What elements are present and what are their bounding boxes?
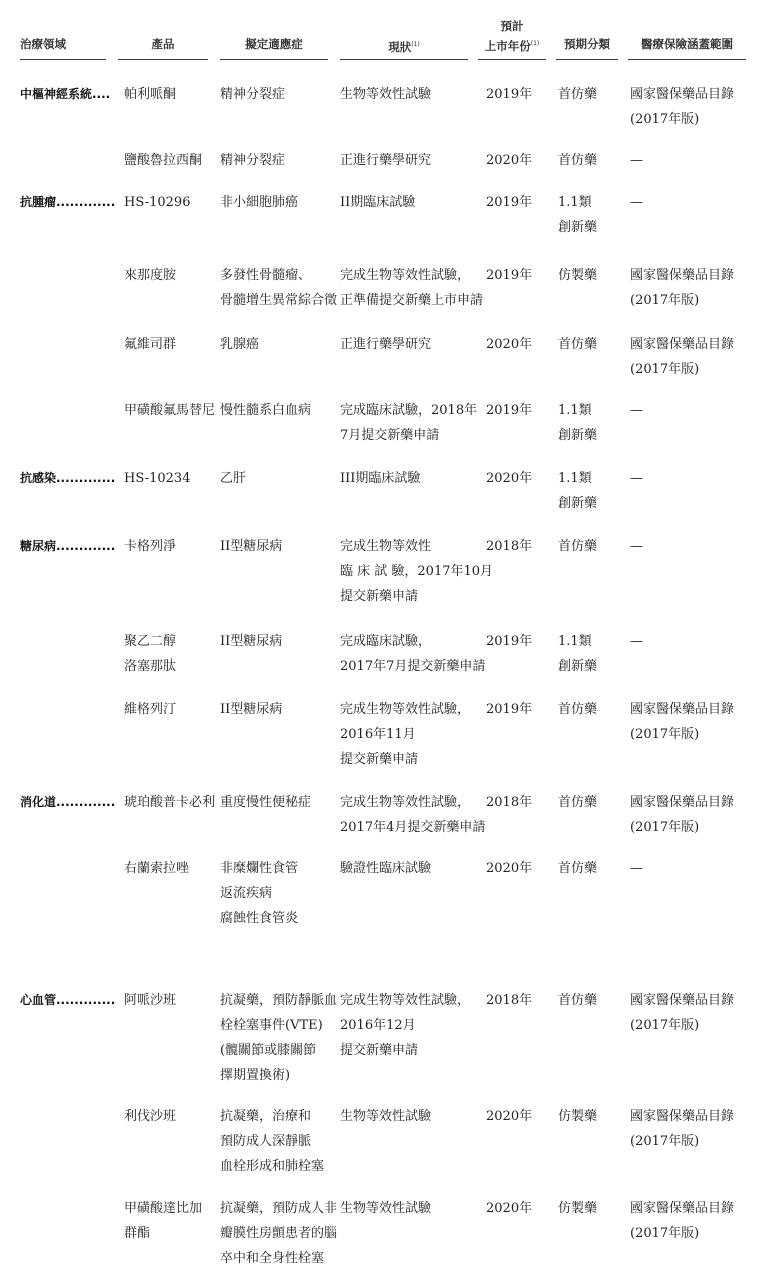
cell-year: 2019年 [486,195,533,210]
cell-insurance-line: 國家醫保藥品目錄 [630,993,735,1008]
cell-category-line: 首仿藥 [558,539,598,554]
cell-product-line: 來那度胺 [124,268,177,283]
cell-year: 2019年 [486,702,533,717]
cell-status [340,534,493,609]
cell-insurance-line: — [630,861,643,876]
cell-status-line: 生物等效性試驗 [340,1109,432,1124]
cell-status [340,697,470,772]
cell-status [340,190,415,215]
cell-insurance-line: (2017年版) [630,1134,700,1149]
cell-insurance-line: 國家醫保藥品目錄 [630,702,735,717]
cell-category [558,148,597,173]
cell-insurance [630,466,643,491]
cell-status [340,790,485,840]
cell-status-line: 2016年11月 [340,727,416,742]
cell-indication-line: 骨髓增生異常綜合徵 [220,293,338,308]
cell-status [340,1196,431,1221]
cell-insurance [630,263,734,313]
cell-insurance-line: 國家醫保藥品目錄 [630,87,735,102]
header-rule-category [556,59,618,60]
cell-product-line: 聚乙二醇 [124,634,177,649]
cell-insurance-line: (2017年版) [630,293,700,308]
cell-product [124,190,190,215]
cell-insurance [630,856,643,881]
cell-product-line: 右蘭索拉唑 [124,861,190,876]
cell-area: 抗感染............. [20,471,116,485]
header-rule-status [340,59,468,60]
cell-category-line: 首仿藥 [558,337,598,352]
cell-product [124,466,190,491]
cell-product [124,82,176,107]
cell-insurance-line: 國家醫保藥品目錄 [630,795,735,810]
header-rule-insurance [628,59,746,60]
cell-category [558,263,597,288]
cell-status-line: 提交新藥申請 [340,589,419,604]
cell-indication [220,629,282,654]
cell-status-line: 完成臨床試驗， [340,634,432,649]
cell-insurance-line: 國家醫保藥品目錄 [630,337,735,352]
cell-indication-line: 精神分裂症 [220,153,286,168]
cell-product [124,148,202,173]
cell-status [340,148,431,173]
cell-indication [220,856,298,931]
cell-category-line: 首仿藥 [558,702,598,717]
cell-status [340,398,477,448]
cell-category-line: 首仿藥 [558,153,598,168]
cell-status [340,263,483,313]
cell-product-line: HS-10296 [124,195,191,210]
cell-indication-line: II型糖尿病 [220,634,283,649]
cell-category-line: 創新藥 [558,496,598,511]
cell-status [340,466,420,491]
cell-indication-line: 多發性骨髓瘤、 [220,268,312,283]
cell-year: 2020年 [486,861,533,876]
cell-indication-line: 抗凝藥，預防成人非 [220,1201,338,1216]
cell-year: 2018年 [486,539,533,554]
cell-insurance-line: — [630,403,643,418]
cell-area: 消化道............. [20,795,116,809]
cell-status-line: 7月提交新藥申請 [340,428,440,443]
cell-indication-line: 血栓形成和肺栓塞 [220,1159,325,1174]
cell-category-line: 1.1類 [558,403,592,418]
cell-indication-line: 抗凝藥，預防靜脈血 [220,993,338,1008]
cell-year: 2020年 [486,1109,533,1124]
cell-year: 2019年 [486,268,533,283]
cell-area: 糖尿病............. [20,539,116,553]
cell-indication [220,1104,324,1179]
cell-indication-line: 返流疾病 [220,886,273,901]
cell-product-line: 維格列汀 [124,702,177,717]
header-insurance: 醫療保險涵蓋範圍 [641,37,733,51]
cell-indication-line: 瓣膜性房顫患者的腦 [220,1226,338,1241]
header-rule-year [478,59,546,60]
header-year [478,18,546,55]
cell-insurance [630,988,734,1038]
cell-category [558,1196,597,1221]
header-rule-area [20,59,106,60]
cell-product [124,988,176,1013]
cell-indication-line: (髖關節或膝關節 [220,1043,317,1058]
cell-product-line: 帕利哌酮 [124,87,177,102]
cell-product-line: HS-10234 [124,471,191,486]
cell-indication-line: 栓栓塞事件(VTE) [220,1018,323,1033]
cell-status [340,82,431,107]
cell-insurance-line: — [630,195,643,210]
cell-insurance-line: (2017年版) [630,1018,700,1033]
cell-category-line: 仿製藥 [558,1109,598,1124]
cell-insurance-line: — [630,539,643,554]
cell-category [558,988,597,1013]
cell-status-line: III期臨床試驗 [340,471,421,486]
cell-category-line: 1.1類 [558,195,592,210]
cell-indication-line: 乳腺癌 [220,337,260,352]
cell-year: 2018年 [486,795,533,810]
cell-category-line: 首仿藥 [558,795,598,810]
cell-category-line: 仿製藥 [558,1201,598,1216]
header-indication: 擬定適應症 [245,37,303,51]
cell-indication-line: 腐蝕性食管炎 [220,911,299,926]
cell-category [558,856,597,881]
header-status: 現狀$^{(1)}$ [388,39,420,54]
cell-indication-line: 擇期置換術) [220,1068,291,1083]
cell-status-line: II期臨床試驗 [340,195,416,210]
cell-product [124,263,176,288]
cell-category-line: 仿製藥 [558,268,598,283]
cell-category-line: 1.1類 [558,634,592,649]
cell-status [340,988,470,1063]
cell-status-line: 完成生物等效性試驗， [340,795,471,810]
cell-category [558,697,597,722]
cell-indication-line: 重度慢性便秘症 [220,795,312,810]
cell-area: 中樞神經系統.... [20,87,111,101]
cell-category [558,398,597,448]
cell-product [124,332,176,357]
cell-indication-line: II型糖尿病 [220,539,283,554]
cell-indication-line: 精神分裂症 [220,87,286,102]
cell-product [124,629,176,679]
cell-insurance-line: — [630,153,643,168]
cell-area: 心血管............. [20,993,116,1007]
cell-category-line: 首仿藥 [558,993,598,1008]
cell-indication-line: 非小細胞肺癌 [220,195,299,210]
cell-product [124,534,176,559]
cell-insurance [630,82,734,132]
header-category: 預期分類 [564,37,610,51]
cell-status-line: 完成生物等效性 [340,539,432,554]
cell-status-line: 正進行藥學研究 [340,337,432,352]
cell-insurance-line: 國家醫保藥品目錄 [630,268,735,283]
cell-status-line: 完成生物等效性試驗， [340,268,471,283]
cell-year: 2020年 [486,1201,533,1216]
cell-year: 2020年 [486,337,533,352]
header-area: 治療領域 [20,37,66,51]
cell-insurance [630,697,734,747]
cell-indication [220,1196,337,1271]
cell-area: 抗腫瘤............. [20,195,116,209]
cell-status-line: 生物等效性試驗 [340,87,432,102]
cell-category [558,332,597,357]
cell-status [340,856,431,881]
cell-status-line: 2017年7月提交新藥申請 [340,659,486,674]
cell-insurance-line: (2017年版) [630,362,700,377]
cell-product-line: 鹽酸魯拉西酮 [124,153,203,168]
cell-insurance [630,148,643,173]
cell-insurance-line: (2017年版) [630,1226,700,1241]
cell-insurance [630,332,734,382]
header-year-note: (1) [530,40,540,47]
header-rule-indication [220,59,328,60]
cell-indication-line: 預防成人深靜脈 [220,1134,312,1149]
header-year-line1: 預計 [500,19,524,33]
cell-status-line: 2017年4月提交新藥申請 [340,820,486,835]
cell-indication [220,988,337,1088]
cell-status-line: 生物等效性試驗 [340,1201,432,1216]
cell-category-line: 首仿藥 [558,861,598,876]
cell-product [124,1196,202,1246]
cell-insurance-line: (2017年版) [630,112,700,127]
cell-indication [220,398,311,423]
cell-indication [220,466,246,491]
cell-category-line: 創新藥 [558,659,598,674]
cell-product-line: 甲磺酸氟馬替尼 [124,403,216,418]
cell-category-line: 1.1類 [558,471,592,486]
cell-insurance [630,1104,734,1154]
cell-insurance [630,398,643,423]
cell-insurance [630,1196,734,1246]
cell-status-line: 正準備提交新藥上市申請 [340,293,484,308]
cell-category [558,534,597,559]
cell-category-line: 創新藥 [558,428,598,443]
cell-insurance-line: 國家醫保藥品目錄 [630,1201,735,1216]
cell-indication-line: 乙肝 [220,471,247,486]
cell-product [124,1104,176,1129]
cell-status [340,332,431,357]
cell-product-line: 群酯 [124,1226,151,1241]
cell-product-line: 甲磺酸達比加 [124,1201,203,1216]
header-year-line2: 上市年份 [484,38,531,53]
cell-product-line: 氟維司群 [124,337,177,352]
cell-status-line: 完成生物等效性試驗， [340,702,471,717]
cell-status [340,629,485,679]
cell-indication-line: II型糖尿病 [220,702,283,717]
cell-status-line: 驗證性臨床試驗 [340,861,432,876]
cell-status-line: 提交新藥申請 [340,752,419,767]
header-product: 產品 [151,37,175,51]
cell-insurance [630,790,734,840]
cell-year: 2020年 [486,471,533,486]
cell-category-line: 首仿藥 [558,87,598,102]
cell-category [558,790,597,815]
cell-insurance-line: (2017年版) [630,727,700,742]
cell-status-line: 2016年12月 [340,1018,416,1033]
cell-indication [220,148,285,173]
cell-category [558,466,597,516]
cell-product-line: 琥珀酸普卡必利 [124,795,216,810]
cell-category [558,629,597,679]
cell-product-line: 卡格列淨 [124,539,177,554]
cell-status-line: 正進行藥學研究 [340,153,432,168]
cell-year: 2019年 [486,403,533,418]
cell-status-line: 提交新藥申請 [340,1043,419,1058]
cell-insurance-line: (2017年版) [630,820,700,835]
cell-category [558,190,597,240]
cell-category-line: 創新藥 [558,220,598,235]
cell-product [124,398,215,423]
cell-indication [220,82,285,107]
cell-product-line: 利伐沙班 [124,1109,177,1124]
cell-indication [220,190,298,215]
cell-product [124,856,189,881]
cell-insurance [630,534,643,559]
cell-category [558,1104,597,1129]
cell-indication [220,534,282,559]
cell-insurance [630,629,643,654]
cell-product-line: 阿哌沙班 [124,993,177,1008]
cell-insurance [630,190,643,215]
cell-insurance-line: — [630,634,643,649]
cell-indication [220,332,259,357]
cell-status [340,1104,431,1129]
header-rule-product [118,59,208,60]
cell-indication-line: 卒中和全身性栓塞 [220,1251,325,1266]
cell-indication [220,263,337,313]
cell-indication [220,790,311,815]
cell-status-line: 臨 床 試 驗，2017年10月 [340,564,494,579]
cell-insurance-line: — [630,471,643,486]
cell-insurance-line: 國家醫保藥品目錄 [630,1109,735,1124]
cell-product [124,790,215,815]
cell-status-line: 完成生物等效性試驗， [340,993,471,1008]
cell-indication [220,697,282,722]
cell-indication-line: 慢性髓系白血病 [220,403,312,418]
cell-indication-line: 非糜爛性食管 [220,861,299,876]
cell-product [124,697,176,722]
table-header [0,0,759,66]
cell-indication-line: 抗凝藥，治療和 [220,1109,312,1124]
cell-category [558,82,597,107]
cell-status-line: 完成臨床試驗，2018年 [340,403,478,418]
cell-year: 2019年 [486,634,533,649]
cell-year: 2019年 [486,87,533,102]
cell-year: 2020年 [486,153,533,168]
cell-year: 2018年 [486,993,533,1008]
cell-product-line: 洛塞那肽 [124,659,177,674]
header-status-note: (1) [411,41,420,48]
